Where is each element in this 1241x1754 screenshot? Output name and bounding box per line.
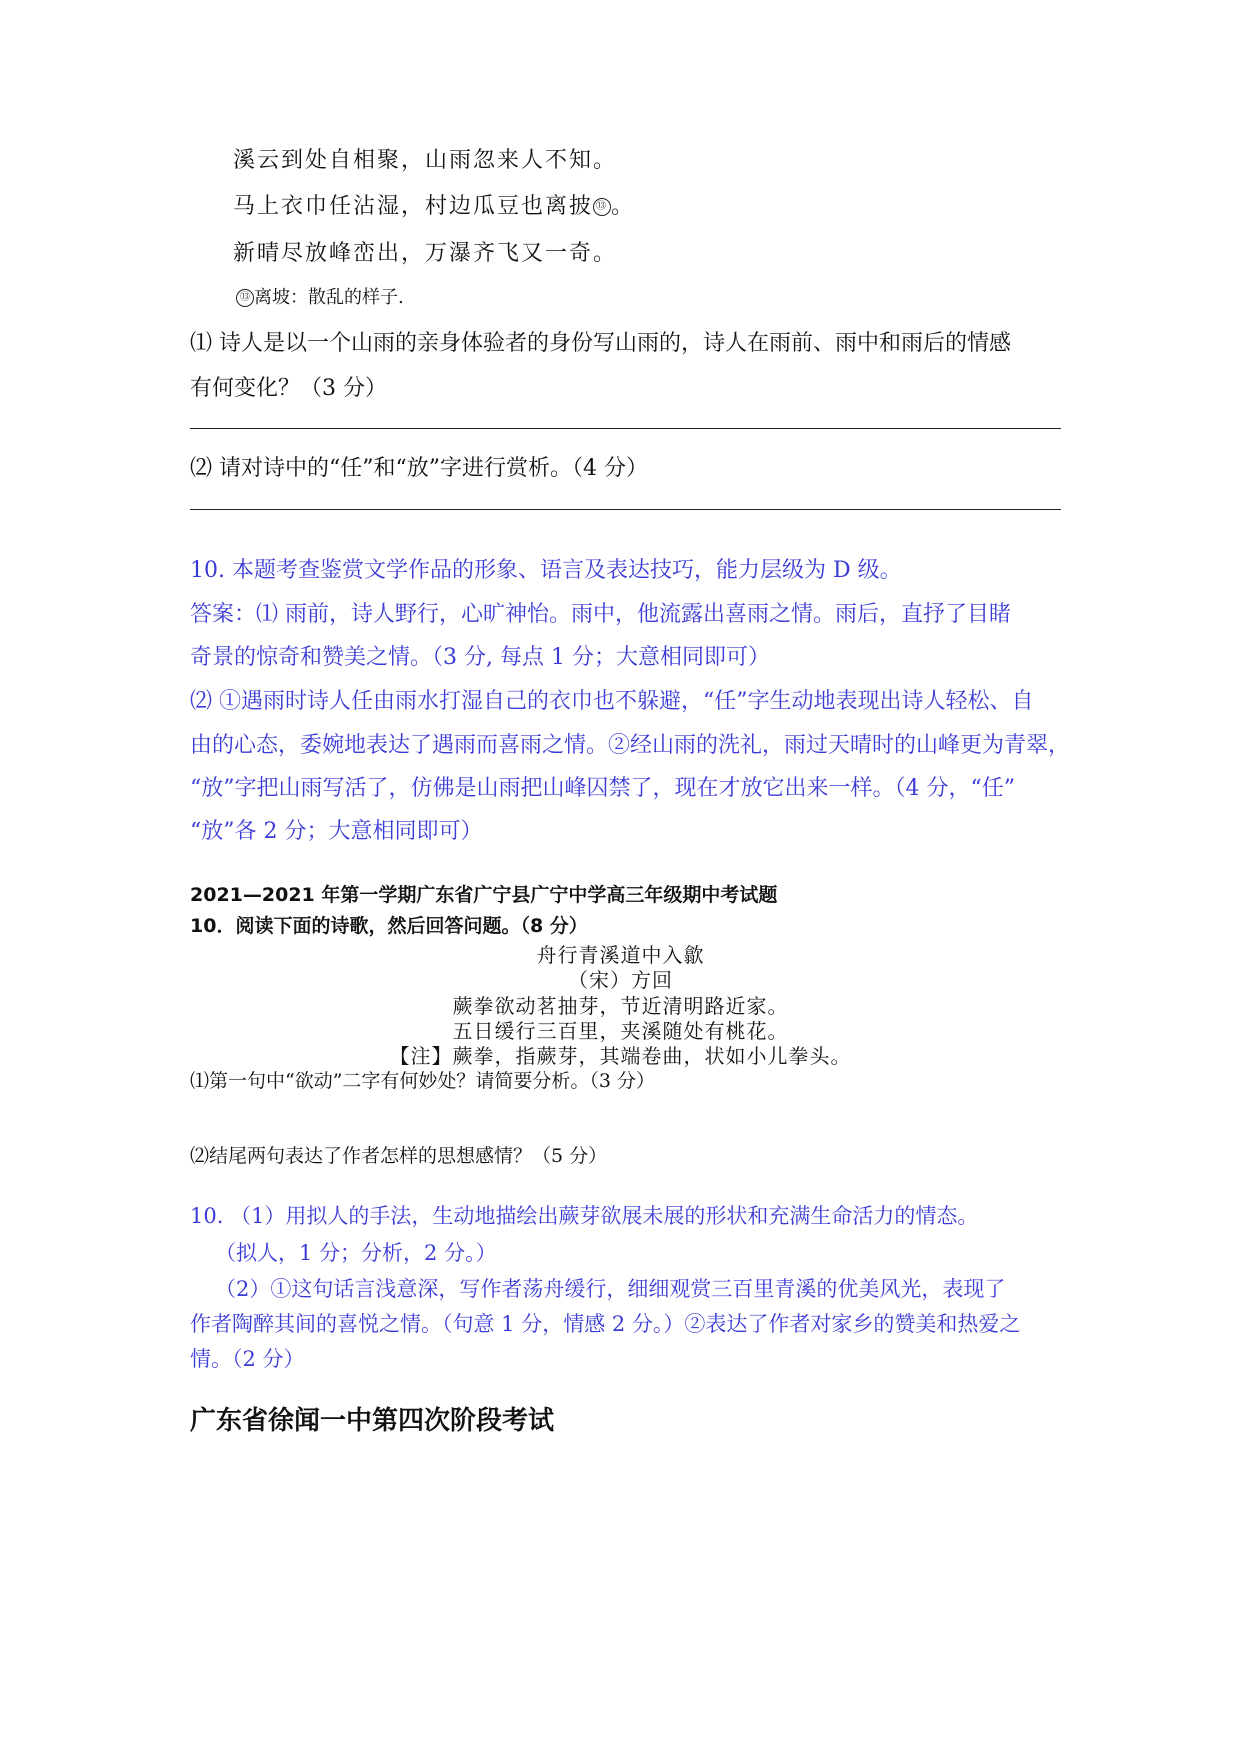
answer-line-7: “放”各 2 分；大意相同即可） [190, 819, 483, 844]
exam2-answer-line-1: 10. （1）用拟人的手法，生动地描绘出蕨芽欲展未展的形状和充满生命活力的情态。 [190, 1204, 979, 1228]
poem2-line-2: 五日缓行三百里，夹溪随处有桃花。 [452, 1019, 789, 1043]
footnote-text: 离坡：散乱的样子. [254, 287, 404, 308]
question-1-line-1: ⑴ 诗人是以一个山雨的亲身体验者的身份写山雨的，诗人在雨前、雨中和雨后的情感 [190, 331, 1011, 356]
poem2-note: 【注】蕨拳，指蕨芽，其端卷曲，状如小儿拳头。 [389, 1044, 852, 1068]
answer-line-6: “放”字把山雨写活了，仿佛是山雨把山峰囚禁了，现在才放它出来一样。（4 分，“任” [190, 776, 1015, 801]
poem-line-2-end: 。 [611, 194, 636, 219]
exam-instruction: 10．阅读下面的诗歌，然后回答问题。（8 分） [190, 915, 588, 937]
answer-line-3: 奇景的惊奇和赞美之情。（3 分, 每点 1 分；大意相同即可） [190, 645, 770, 670]
poem-line-2 [233, 189, 635, 220]
poem-author: （宋）方回 [568, 968, 673, 992]
poem-title: 舟行青溪道中入歙 [536, 943, 705, 967]
footnote-marker-icon: ⑬ [593, 198, 611, 216]
exam-title: 2021—2021 年第一学期广东省广宁县广宁中学高三年级期中考试题 [190, 884, 778, 906]
answer-line-1: 10. 本题考查鉴赏文学作品的形象、语言及表达技巧，能力层级为 D 级。 [190, 558, 902, 583]
poem-footnote [236, 283, 404, 309]
answer-line-2: 答案：⑴ 雨前，诗人野行，心旷神怡。雨中，他流露出喜雨之情。雨后，直抒了目睹 [190, 602, 1011, 627]
section-heading: 广东省徐闻一中第四次阶段考试 [190, 1406, 555, 1436]
answer-blank-line-1 [190, 428, 1061, 429]
exam2-question-2: ⑵结尾两句表达了作者怎样的思想感情？（5 分） [190, 1145, 608, 1167]
poem-line-3: 新晴尽放峰峦出，万瀑齐飞又一奇。 [233, 241, 618, 266]
poem2-line-1: 蕨拳欲动茗抽芽，节近清明路近家。 [452, 994, 789, 1018]
exam2-answer-line-3: （2）①这句话言浅意深，写作者荡舟缓行，细细观赏三百里青溪的优美风光，表现了 [215, 1277, 1006, 1301]
poem-line-1: 溪云到处自相聚，山雨忽来人不知。 [233, 148, 618, 173]
footnote-marker-icon: ⑬ [236, 289, 254, 307]
answer-blank-line-2 [190, 509, 1061, 510]
question-2: ⑵ 请对诗中的“任”和“放”字进行赏析。（4 分） [190, 456, 648, 481]
exam2-answer-line-4: 作者陶醉其间的喜悦之情。（句意 1 分，情感 2 分。）②表达了作者对家乡的赞美和热爱之 [190, 1312, 1021, 1336]
exam2-answer-line-2: （拟人，1 分；分析，2 分。） [215, 1241, 497, 1265]
answer-line-5: 由的心态，委婉地表达了遇雨而喜雨之情。②经山雨的洗礼，雨过天晴时的山峰更为青翠， [190, 733, 1071, 758]
answer-line-4: ⑵ ①遇雨时诗人任由雨水打湿自己的衣巾也不躲避，“任”字生动地表现出诗人轻松、自 [190, 689, 1034, 714]
exam2-question-1: ⑴第一句中“欲动”二字有何妙处？请简要分析。（3 分） [190, 1070, 656, 1092]
question-1-line-2: 有何变化？（3 分） [190, 376, 387, 401]
poem-line-2-text: 马上衣巾任沾湿，村边瓜豆也离披 [233, 194, 594, 219]
exam2-answer-line-5: 情。（2 分） [190, 1347, 305, 1371]
